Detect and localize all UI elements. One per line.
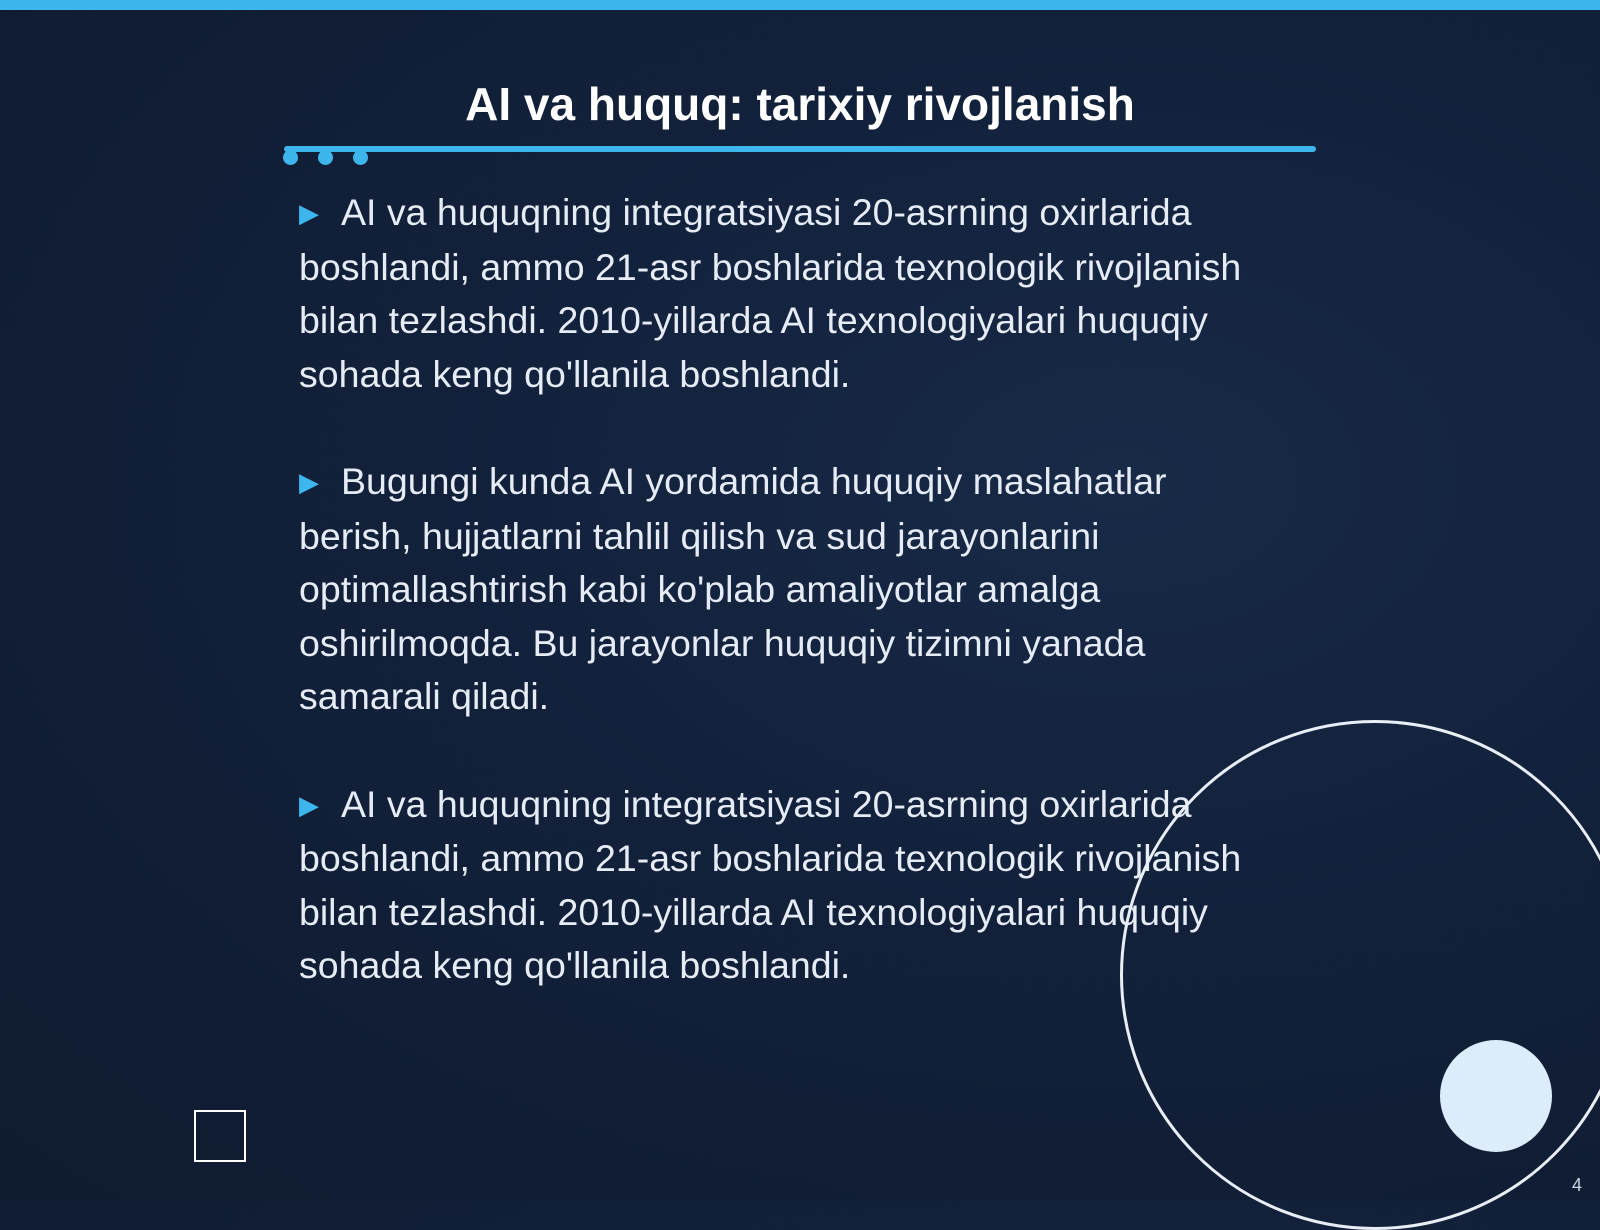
- decorative-dot: [353, 150, 368, 165]
- top-accent-bar: [0, 0, 1600, 10]
- bullet-arrow-icon: ▶: [299, 789, 319, 820]
- slide-title: AI va huquq: tarixiy rivojlanish: [465, 78, 1135, 130]
- bullet-paragraph: [299, 455, 1289, 724]
- decorative-circle-outline: [1120, 720, 1600, 1230]
- bullet-paragraph: [299, 186, 1289, 401]
- paragraph-text: Bugungi kunda AI yordamida huquqiy maslahatlar berish, hujjatlarni tahlil qilish va sud jarayonlarini optimallashtirish kabi ko'plab amaliyotlar amalga oshirilmoqda. Bu jarayonlar huquqiy tizimni yanada samarali qiladi.: [299, 460, 1167, 717]
- decorative-square: [194, 1110, 246, 1162]
- paragraph-text: AI va huquqning integratsiyasi 20-asrning oxirlarida boshlandi, ammo 21-asr boshlarida texnologik rivojlanish bilan tezlashdi. 2010-yillarda AI texnologiyalari huquqiy sohada keng qo'llanila boshlandi.: [299, 191, 1242, 395]
- decorative-dot: [283, 150, 298, 165]
- decorative-circle-filled: [1440, 1040, 1552, 1152]
- bullet-arrow-icon: ▶: [299, 467, 319, 497]
- decorative-dot: [318, 150, 333, 165]
- paragraph-text: AI va huquqning integratsiyasi 20-asrning oxirlarida boshlandi, ammo 21-asr boshlarida texnologik rivojlanish bilan tezlashdi. 2010-yillarda AI texnologiyalari huquqiy sohada keng qo'llanila boshlandi.: [299, 782, 1242, 986]
- title-underline: [284, 146, 1316, 152]
- page-number: 4: [1571, 1175, 1582, 1195]
- bullet-arrow-icon: ▶: [299, 198, 319, 228]
